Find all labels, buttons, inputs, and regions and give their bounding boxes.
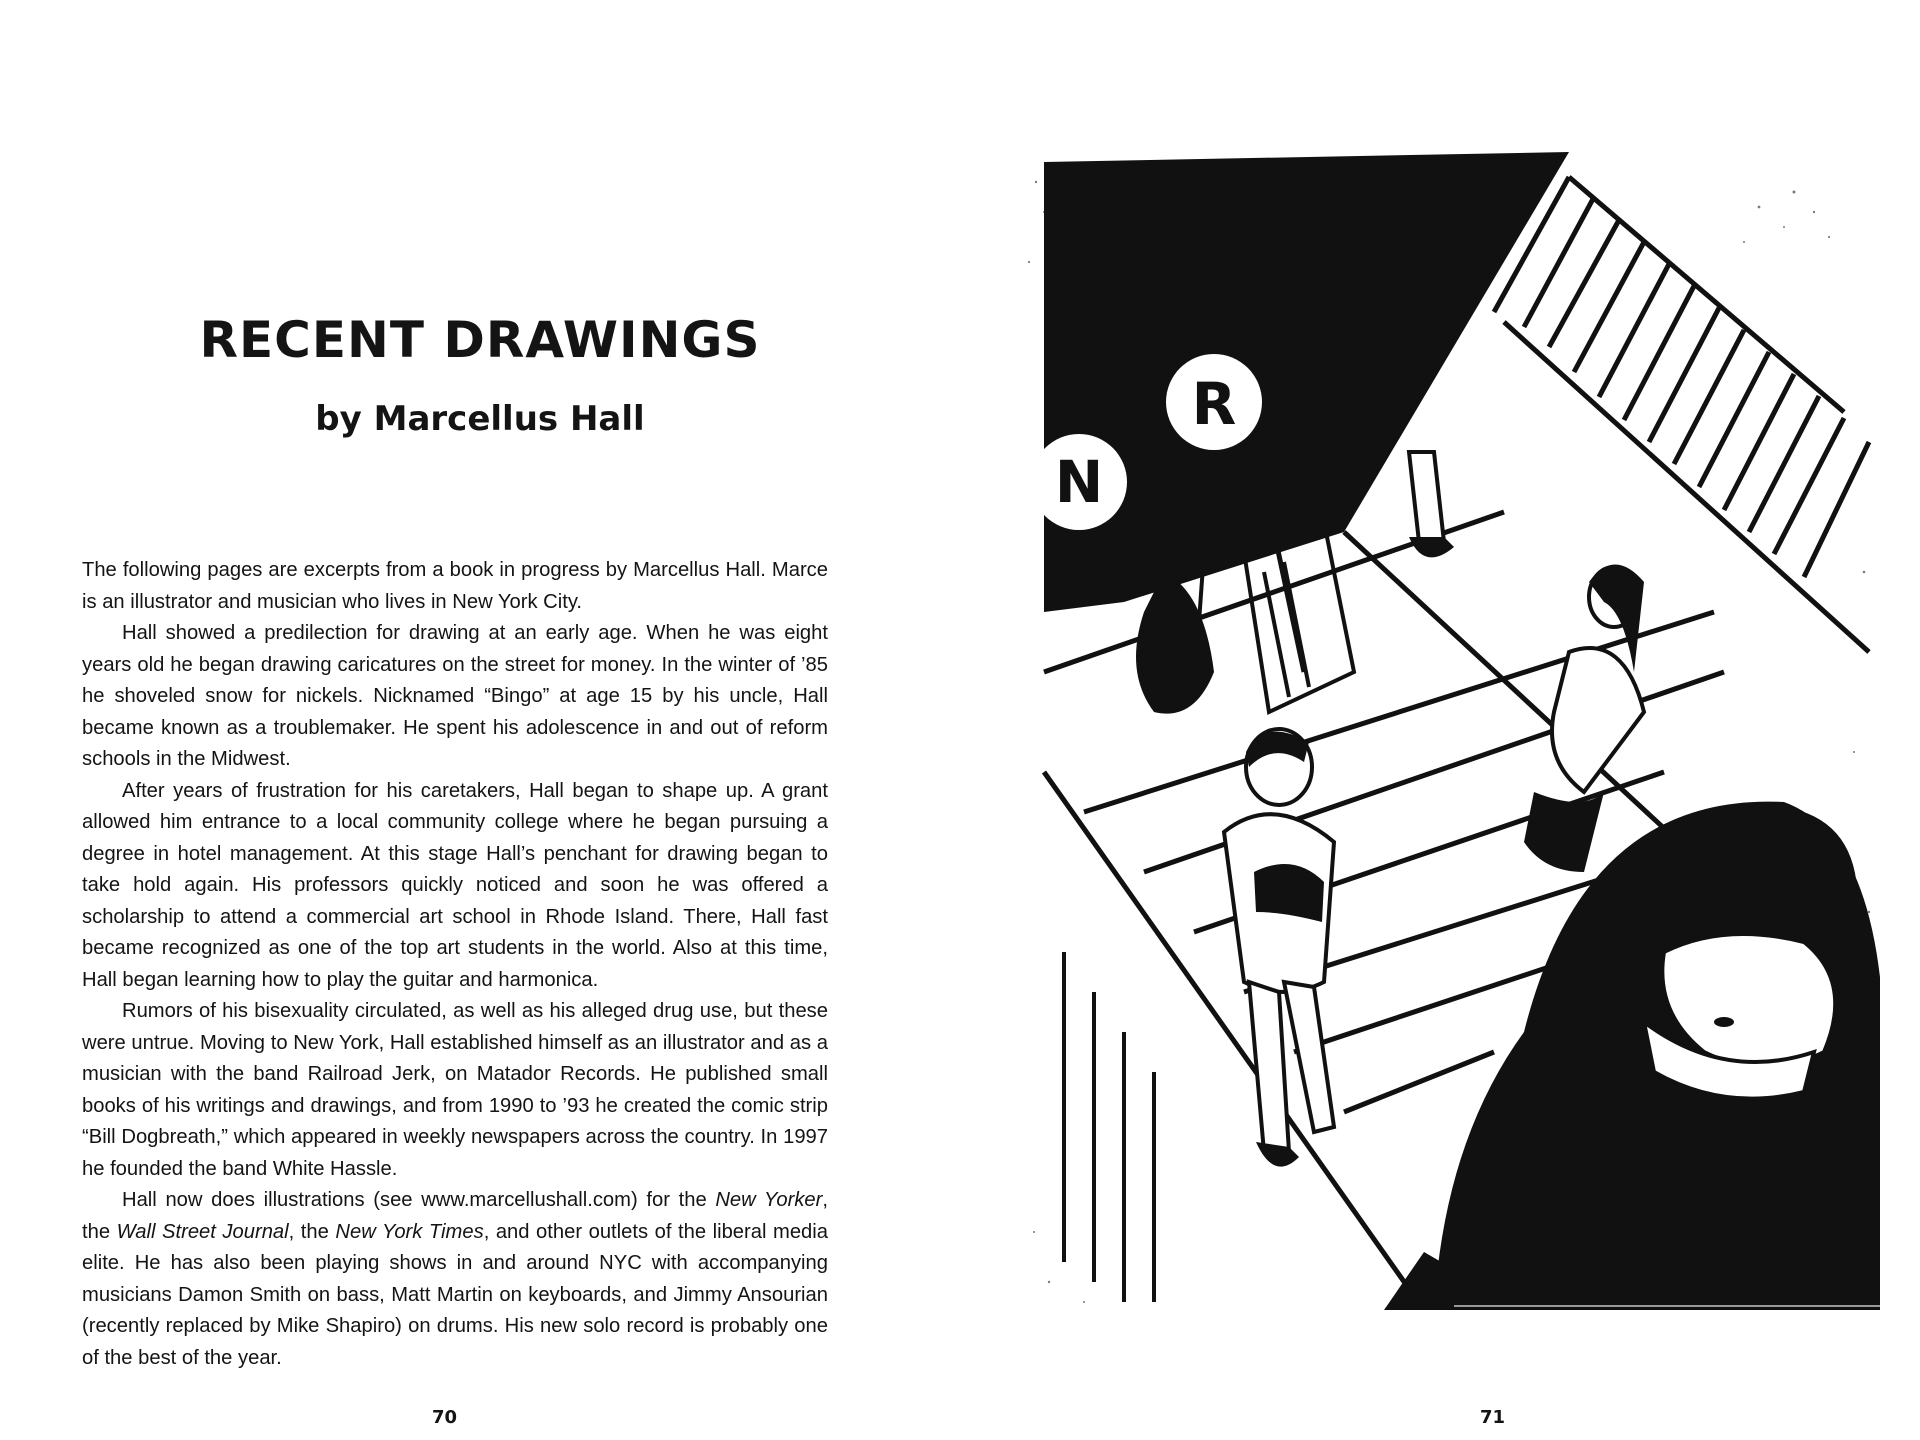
left-wall <box>1064 952 1154 1302</box>
legs-top-figure <box>1409 452 1454 557</box>
publication-nyt: New York Times <box>335 1220 484 1243</box>
man-figure <box>1224 729 1334 1167</box>
page-number-right: 71 <box>1480 1407 1506 1428</box>
article-body <box>82 555 828 1374</box>
paragraph-current-text-4: , and other outlets of the liberal media elite. He has also been playing shows in and around NYC with accompanying musicians Damon Smith on bass, Matt Martin on keyboards, and Jimmy Ansourian (recently replaced by Mike Shapiro) on drums. His new solo record is probably one of the best of the year. <box>82 1220 828 1369</box>
paragraph-childhood: Hall showed a predilection for drawing at an early age. When he was eight years old he began drawing caricatures on the street for money. In the winter of ’85 he shoveled snow for nickels. Nicknamed “Bingo” at age 15 by his uncle, Hall became known as a troublemaker. He spent his adolescence in and out of reform schools in the Midwest. <box>82 622 828 770</box>
byline: by Marcellus Hall <box>315 399 645 439</box>
paragraph-current-text-3: , the <box>288 1220 336 1243</box>
paragraph-intro: The following pages are excerpts from a book in progress by Marcellus Hall. Marce is an illustrator and musician who lives in New York City. <box>82 559 828 613</box>
subway-stairs-illustration <box>1024 152 1880 1310</box>
publication-new-yorker: New Yorker <box>715 1189 823 1211</box>
paragraph-career: Rumors of his bisexuality circulated, as well as his alleged drug use, but these were untrue. Moving to New York, Hall established himself as an illustrator and as a musician with the band Railroad Jerk, on Matador Records. He published small books of his writings and drawings, and from 1990 to ’93 he created the comic strip “Bill Dogbreath,” which appeared in weekly newspapers across the country. In 1997 he founded the band White Hassle. <box>82 1000 828 1180</box>
publication-wsj: Wall Street Journal <box>116 1220 289 1243</box>
paragraph-current-text-1: Hall now does illustrations (see www.marcellushall.com) for the <box>122 1189 716 1211</box>
illustration-svg <box>1024 152 1880 1310</box>
foreground-woman-figure <box>1434 802 1880 1310</box>
paragraph-current <box>82 1185 828 1374</box>
ceiling-sign-panel <box>1044 152 1569 612</box>
paragraph-education: After years of frustration for his caretakers, Hall began to shape up. A grant allowed him entrance to a local community college where he began pursuing a degree in hotel management. At this stage Hall’s penchant for drawing began to take hold again. His professors quickly noticed and soon he was offered a scholarship to attend a commercial art school in Rhode Island. There, Hall fast became recognized as one of the top art students in the world. Also at this time, Hall began learning how to play the guitar and harmonica. <box>82 779 828 991</box>
route-badge-n-letter: N <box>1054 448 1104 516</box>
stair-railing <box>1494 177 1869 652</box>
page-number-left: 70 <box>432 1407 458 1428</box>
paragraph-current-text-2: , the <box>82 1189 828 1243</box>
route-badge-r-letter: R <box>1191 370 1237 438</box>
page-title: RECENT DRAWINGS <box>199 311 761 369</box>
